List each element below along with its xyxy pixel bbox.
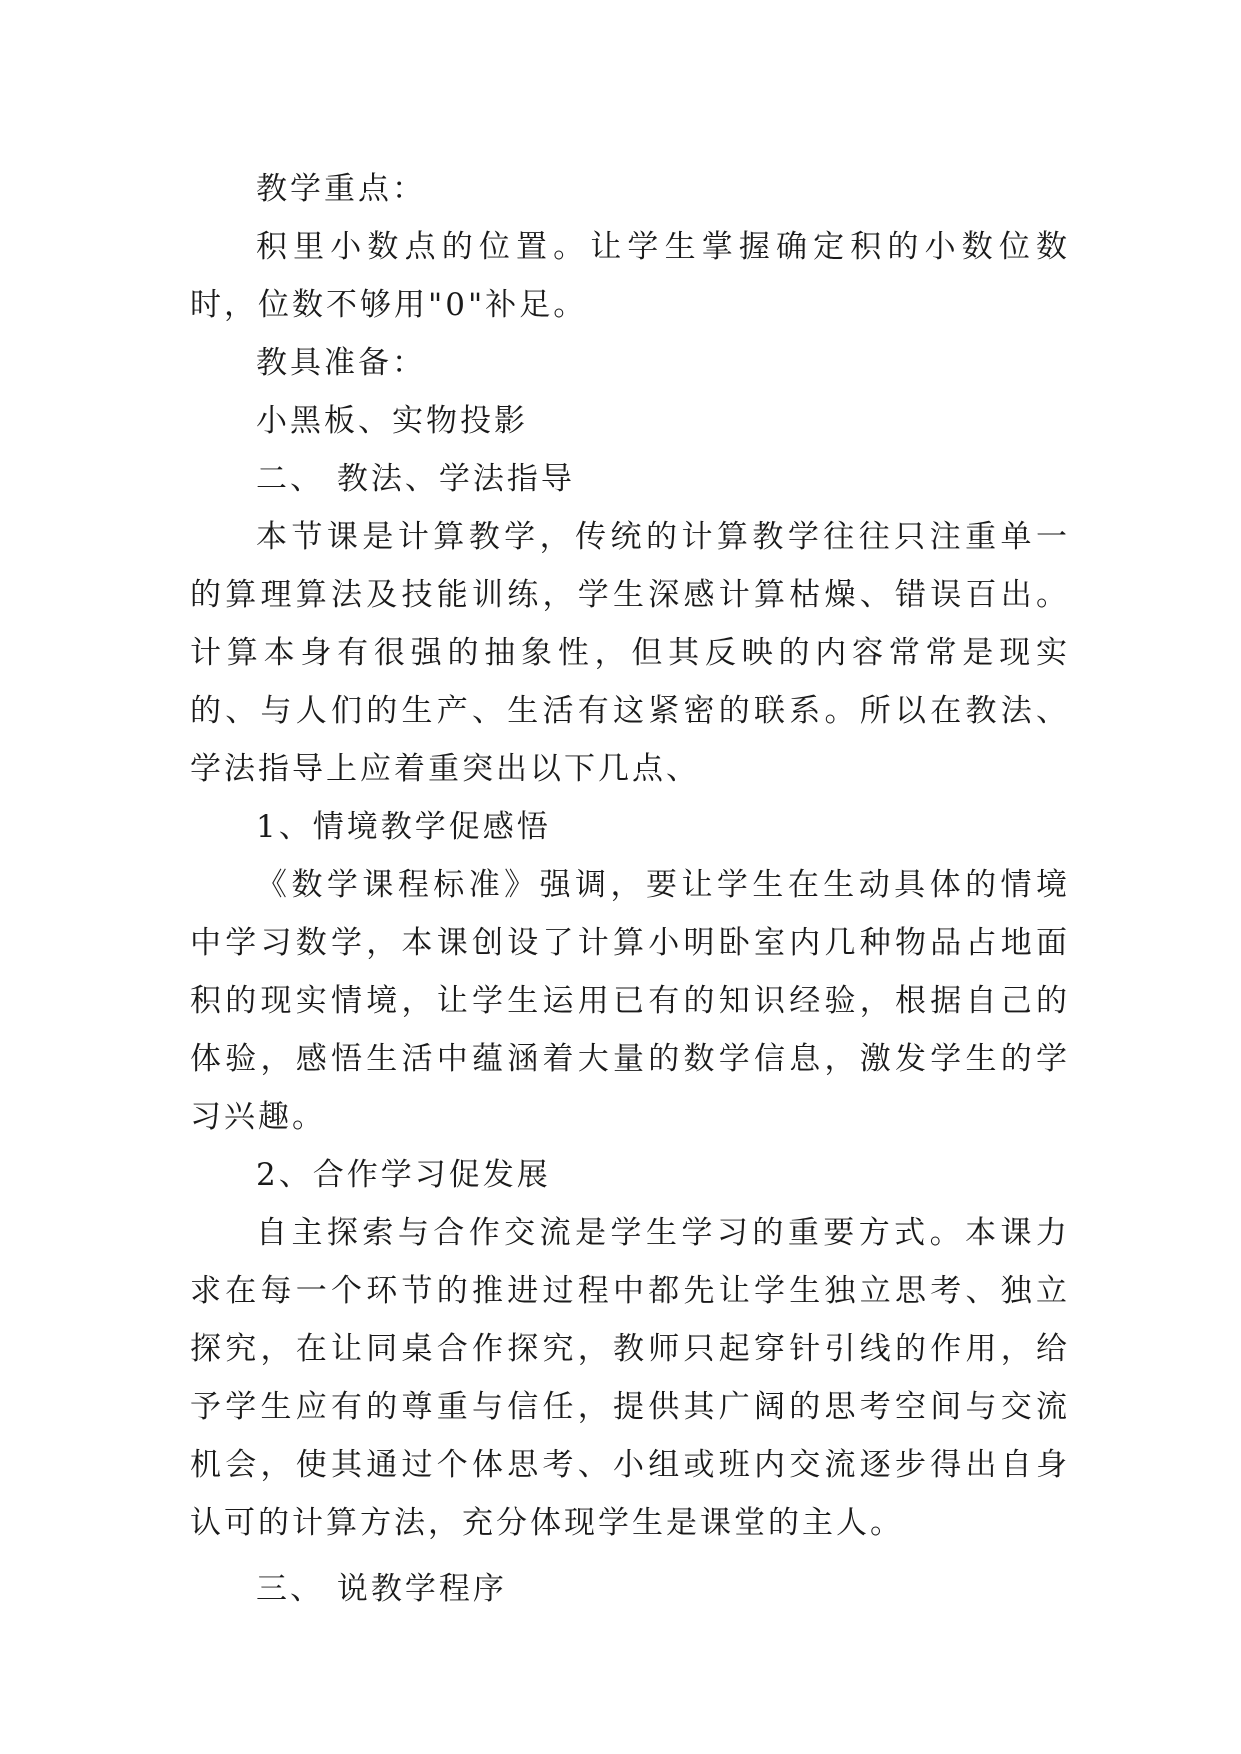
paragraph-teaching-focus: 积里小数点的位置。让学生掌握确定积的小数位数时，位数不够用"0"补足。 xyxy=(190,229,1070,323)
paragraph-methods-intro: 本节课是计算教学，传统的计算教学往往只注重单一的算理算法及技能训练，学生深感计算枯燥、错误百出。计算本身有很强的抽象性，但其反映的内容常常是现实的、与人们的生产、生活有这紧密的联系。所以在教法、学法指导上应着重突出以下几点、 xyxy=(190,519,1070,787)
document-body xyxy=(190,160,1070,1618)
subheading-cooperative-learning: 2、合作学习促发展 xyxy=(256,1157,551,1193)
paragraph-cooperative-learning: 自主探索与合作交流是学生学习的重要方式。本课力求在每一个环节的推进过程中都先让学生独立思考、独立探究，在让同桌合作探究，教师只起穿针引线的作用，给予学生应有的尊重与信任，提供其广阔的思考空间与交流机会，使其通过个体思考、小组或班内交流逐步得出自身认可的计算方法，充分体现学生是课堂的主人。 xyxy=(190,1215,1070,1541)
heading-teaching-focus: 教学重点： xyxy=(256,171,426,207)
paragraph-teaching-aids: 小黑板、实物投影 xyxy=(256,403,528,439)
section-heading-methods: 二、 教法、学法指导 xyxy=(256,461,575,497)
heading-teaching-aids: 教具准备： xyxy=(256,345,426,381)
section-heading-procedure: 三、 说教学程序 xyxy=(256,1571,507,1607)
paragraph-situational-teaching: 《数学课程标准》强调，要让学生在生动具体的情境中学习数学，本课创设了计算小明卧室内几种物品占地面积的现实情境，让学生运用已有的知识经验，根据自己的体验，感悟生活中蕴涵着大量的数学信息，激发学生的学习兴趣。 xyxy=(190,867,1070,1135)
subheading-situational-teaching: 1、情境教学促感悟 xyxy=(256,809,551,845)
